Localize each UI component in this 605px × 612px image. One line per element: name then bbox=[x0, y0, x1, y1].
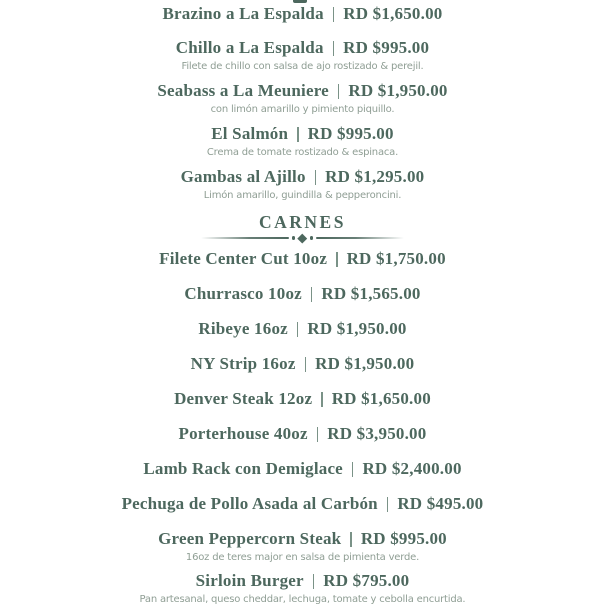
menu-item bbox=[122, 166, 484, 202]
menu-item-name: NY Strip 16oz bbox=[190, 354, 296, 373]
menu-item bbox=[122, 3, 484, 25]
price-separator bbox=[317, 427, 319, 442]
menu-item-price: RD $2,400.00 bbox=[362, 459, 462, 478]
menu-item bbox=[122, 528, 484, 564]
divider-diamond-icon bbox=[298, 233, 307, 242]
menu-item-description: 16oz de teres major en salsa de pimienta verde. bbox=[185, 552, 420, 563]
menu-item-price: RD $1,650.00 bbox=[343, 4, 443, 23]
menu-sections bbox=[122, 3, 484, 612]
menu-item bbox=[122, 283, 484, 305]
menu-item bbox=[122, 248, 484, 270]
price-separator bbox=[336, 252, 338, 267]
menu-item-line bbox=[122, 318, 484, 340]
menu-item-price: RD $1,295.00 bbox=[325, 167, 425, 186]
section-title-carnes: CARNES bbox=[259, 212, 346, 232]
menu-item-price: RD $995.00 bbox=[307, 124, 394, 143]
divider-dot-icon bbox=[292, 236, 296, 240]
menu-item-price: RD $1,650.00 bbox=[331, 389, 431, 408]
menu-item-name: Chillo a La Espalda bbox=[175, 38, 324, 57]
price-separator bbox=[297, 127, 299, 142]
price-separator bbox=[338, 84, 340, 99]
menu-item-price: RD $495.00 bbox=[397, 494, 484, 513]
menu-item-name: Churrasco 10oz bbox=[184, 284, 302, 303]
divider-line-right bbox=[316, 237, 404, 239]
price-separator bbox=[313, 574, 315, 589]
menu-item-price: RD $1,950.00 bbox=[348, 81, 448, 100]
menu-item-description: Pan artesanal, queso cheddar, lechuga, tomate y cebolla encurtida. bbox=[139, 594, 466, 605]
menu-item-price: RD $1,565.00 bbox=[321, 284, 421, 303]
menu-item-name: Pechuga de Pollo Asada al Carbón bbox=[121, 494, 378, 513]
menu-item-name: Brazino a La Espalda bbox=[162, 4, 324, 23]
price-separator bbox=[333, 41, 335, 56]
clipped-ornament-fragment bbox=[293, 0, 307, 3]
menu-item bbox=[122, 318, 484, 340]
menu-item-description: Filete de chillo con salsa de ajo rostizado & perejil. bbox=[181, 61, 424, 72]
menu-item-name: Green Peppercorn Steak bbox=[158, 529, 342, 548]
price-separator bbox=[387, 497, 389, 512]
menu-item-name: Denver Steak 12oz bbox=[174, 389, 313, 408]
price-separator bbox=[311, 287, 313, 302]
menu-item-line bbox=[122, 493, 484, 515]
section-divider bbox=[122, 234, 484, 242]
menu-item bbox=[122, 80, 484, 116]
price-separator bbox=[305, 357, 307, 372]
menu-item-price: RD $1,950.00 bbox=[315, 354, 415, 373]
menu-item-price: RD $1,950.00 bbox=[307, 319, 407, 338]
menu-item-description: Limón amarillo, guindilla & pepperoncini. bbox=[203, 190, 402, 201]
menu-item-price: RD $995.00 bbox=[360, 529, 447, 548]
menu-item-price: RD $3,950.00 bbox=[327, 424, 427, 443]
menu-item-line bbox=[122, 3, 484, 25]
price-separator bbox=[321, 392, 323, 407]
menu-item-line bbox=[122, 353, 484, 375]
menu-item bbox=[122, 37, 484, 73]
menu-item-name: Filete Center Cut 10oz bbox=[159, 249, 328, 268]
menu-item-name: El Salmón bbox=[211, 124, 289, 143]
section-header bbox=[122, 211, 484, 242]
menu-item-name: Lamb Rack con Demiglace bbox=[143, 459, 343, 478]
menu-item-line bbox=[122, 388, 484, 410]
divider-dot-icon bbox=[310, 236, 314, 240]
price-separator bbox=[297, 322, 299, 337]
menu-item-line bbox=[122, 570, 484, 592]
menu-item-name: Ribeye 16oz bbox=[198, 319, 288, 338]
menu-item-line bbox=[122, 166, 484, 188]
menu-item bbox=[122, 458, 484, 480]
price-separator bbox=[350, 532, 352, 547]
menu-item-line bbox=[122, 123, 484, 145]
price-separator bbox=[352, 462, 354, 477]
menu-item bbox=[122, 123, 484, 159]
price-separator bbox=[333, 7, 335, 22]
menu-item-line bbox=[122, 283, 484, 305]
menu-item-line bbox=[122, 80, 484, 102]
menu-item-description: con limón amarillo y pimiento piquillo. bbox=[210, 104, 395, 115]
menu-item-line bbox=[122, 37, 484, 59]
menu-item-name: Gambas al Ajillo bbox=[180, 167, 306, 186]
divider-line-left bbox=[201, 237, 289, 239]
menu-item-line bbox=[122, 458, 484, 480]
menu-item-description: Crema de tomate rostizado & espinaca. bbox=[206, 147, 399, 158]
menu-item-name: Sirloin Burger bbox=[195, 571, 304, 590]
menu-item bbox=[122, 388, 484, 410]
menu-item-price: RD $1,750.00 bbox=[346, 249, 446, 268]
menu-item-line bbox=[122, 423, 484, 445]
menu-item-price: RD $995.00 bbox=[343, 38, 430, 57]
menu-item-line bbox=[122, 248, 484, 270]
menu-item-name: Seabass a La Meuniere bbox=[157, 81, 329, 100]
price-separator bbox=[315, 170, 317, 185]
menu-item-name: Porterhouse 40oz bbox=[178, 424, 308, 443]
menu-item bbox=[122, 570, 484, 606]
menu-item bbox=[122, 493, 484, 515]
menu-item bbox=[122, 353, 484, 375]
menu-item bbox=[122, 423, 484, 445]
menu-item-price: RD $795.00 bbox=[323, 571, 410, 590]
menu-item-line bbox=[122, 528, 484, 550]
